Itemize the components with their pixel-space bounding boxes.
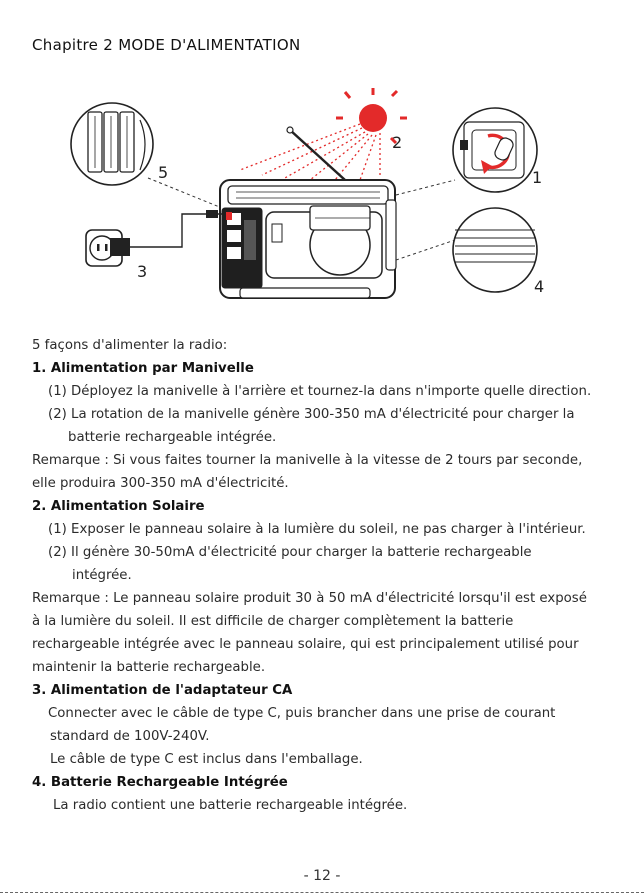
list-item-continuation: batterie rechargeable intégrée. bbox=[68, 430, 277, 445]
remark-line: à la lumière du soleil. Il est difficile de charger complètement la batterie bbox=[32, 614, 514, 629]
radio-body bbox=[220, 180, 396, 298]
power-modes-illustration bbox=[0, 80, 644, 310]
remark-line: Remarque : Si vous faites tourner la manivelle à la vitesse de 2 tours par seconde, bbox=[32, 453, 583, 468]
sun-rays bbox=[240, 124, 380, 180]
page-number: - 12 - bbox=[303, 868, 341, 884]
crank-detail bbox=[453, 108, 537, 192]
remark-line: Remarque : Le panneau solaire produit 30 à 50 mA d'électricité lorsqu'il est exposé bbox=[32, 591, 587, 606]
paragraph-line: standard de 100V-240V. bbox=[50, 729, 210, 744]
chapter-title: Chapitre 2 MODE D'ALIMENTATION bbox=[32, 36, 301, 54]
section-heading-ac-adapter: 3. Alimentation de l'adaptateur CA bbox=[32, 683, 293, 698]
internal-battery-detail bbox=[453, 208, 537, 292]
callout-1: 1 bbox=[532, 168, 543, 187]
intro-line: 5 façons d'alimenter la radio: bbox=[32, 338, 228, 353]
remark-line: elle produira 300-350 mA d'électricité. bbox=[32, 476, 289, 491]
wall-outlet-icon bbox=[86, 230, 130, 266]
body-text bbox=[32, 334, 632, 817]
paragraph-line: Le câble de type C est inclus dans l'emballage. bbox=[50, 752, 363, 767]
callout-2: 2 bbox=[392, 133, 403, 152]
battery-compartment-detail bbox=[71, 103, 153, 185]
list-item-continuation: intégrée. bbox=[72, 568, 132, 583]
list-item: (1) Déployez la manivelle à l'arrière et tournez-la dans n'importe quelle direction. bbox=[48, 384, 592, 399]
section-heading-battery: 4. Batterie Rechargeable Intégrée bbox=[32, 775, 288, 790]
callout-5: 5 bbox=[158, 163, 169, 182]
list-item: (2) La rotation de la manivelle génère 300-350 mA d'électricité pour charger la bbox=[48, 407, 575, 422]
list-item: (2) Il génère 30-50mA d'électricité pour charger la batterie rechargeable bbox=[48, 545, 532, 560]
paragraph-line: Connecter avec le câble de type C, puis brancher dans une prise de courant bbox=[48, 706, 556, 721]
remark-line: rechargeable intégrée avec le panneau solaire, qui est principalement utilisé pour bbox=[32, 637, 579, 652]
page-bottom-rule bbox=[0, 892, 644, 893]
callout-4: 4 bbox=[534, 277, 545, 296]
section-heading-solar: 2. Alimentation Solaire bbox=[32, 499, 205, 514]
callout-3: 3 bbox=[137, 262, 148, 281]
paragraph-line: La radio contient une batterie rechargeable intégrée. bbox=[53, 798, 408, 813]
remark-line: maintenir la batterie rechargeable. bbox=[32, 660, 266, 675]
list-item: (1) Exposer le panneau solaire à la lumière du soleil, ne pas charger à l'intérieur. bbox=[48, 522, 586, 537]
section-heading-crank: 1. Alimentation par Manivelle bbox=[32, 361, 254, 376]
